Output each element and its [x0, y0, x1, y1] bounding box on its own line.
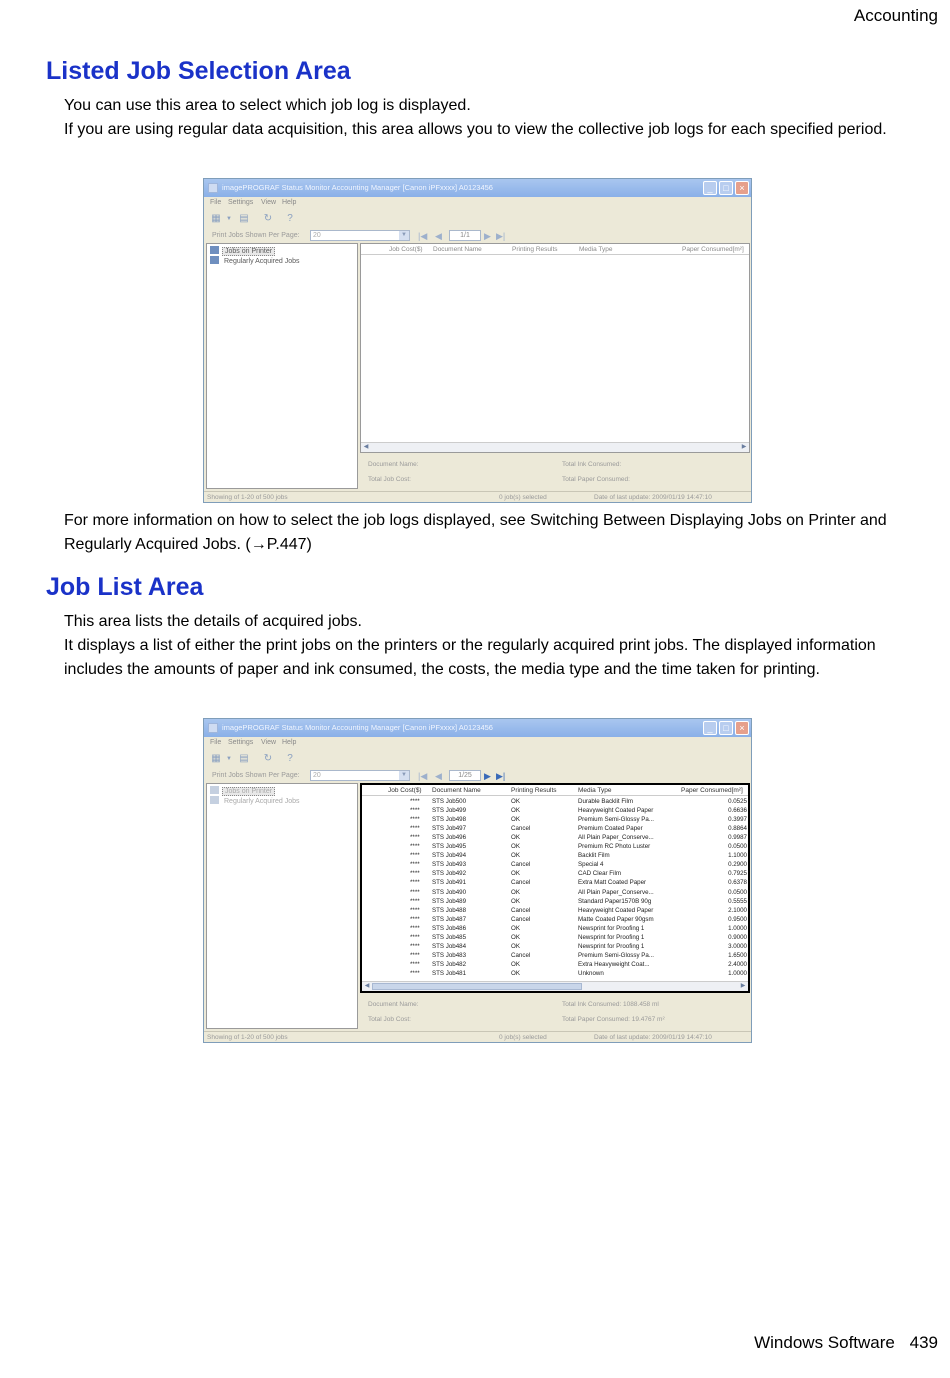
printing-result-cell: OK	[511, 852, 520, 860]
first-page-icon[interactable]: |◀	[418, 231, 428, 241]
document-name-cell: STS Job485	[432, 933, 467, 941]
menu-bar	[204, 737, 751, 749]
table-row[interactable]	[362, 861, 748, 870]
media-type-cell: Standard Paper1570B 90g	[578, 897, 652, 905]
col-job-cost[interactable]: Job Cost($)	[388, 787, 422, 794]
pager-bar	[204, 229, 751, 243]
table-row[interactable]	[362, 798, 748, 807]
table-row[interactable]	[362, 952, 748, 961]
status-showing: Showing of 1-20 of 500 jobs	[207, 1034, 288, 1041]
table-row[interactable]	[362, 943, 748, 952]
next-page-icon[interactable]: ▶	[484, 231, 491, 241]
col-document-name[interactable]: Document Name	[433, 246, 482, 253]
document-name-cell: STS Job497	[432, 825, 467, 833]
printing-result-cell: Cancel	[511, 825, 531, 833]
table-row[interactable]	[362, 807, 748, 816]
total-ink-label: Total Ink Consumed:	[562, 461, 622, 468]
col-media-type[interactable]: Media Type	[578, 787, 612, 794]
table-row[interactable]	[362, 879, 748, 888]
app-icon	[208, 183, 218, 193]
document-name-cell: STS Job500	[432, 798, 467, 805]
printer-icon	[210, 246, 219, 254]
media-type-cell: Premium Semi-Glossy Pa...	[578, 951, 654, 959]
paper-consumed-cell: 0.5555	[728, 897, 747, 905]
document-name-cell: STS Job499	[432, 807, 467, 815]
media-type-cell: CAD Clear Film	[578, 870, 621, 878]
paper-consumed-cell: 1.0000	[728, 969, 747, 977]
chevron-down-icon: ▼	[399, 231, 409, 240]
job-cost-cell: ****	[410, 807, 420, 815]
printing-result-cell: OK	[511, 960, 520, 968]
help-icon[interactable]: ?	[287, 753, 293, 764]
media-type-cell: Newsprint for Proofing 1	[578, 933, 645, 941]
last-page-icon[interactable]: ▶|	[496, 771, 506, 781]
refresh-icon[interactable]: ↻	[263, 213, 273, 224]
toolbar	[204, 209, 751, 229]
menu-view[interactable]: View	[261, 739, 277, 746]
table-row[interactable]	[362, 970, 748, 979]
table-row[interactable]	[362, 961, 748, 970]
printer-icon	[210, 796, 219, 804]
document-name-cell: STS Job492	[432, 870, 467, 878]
paper-consumed-cell: 0.7925	[728, 870, 747, 878]
paragraph: If you are using regular data acquisition, this area allows you to view the collective job logs for each specified period.	[64, 121, 887, 138]
col-job-cost[interactable]: Job Cost($)	[389, 246, 423, 253]
col-paper-consumed[interactable]: Paper Consumed[m²]	[682, 246, 744, 253]
paper-consumed-cell: 1.1000	[728, 852, 747, 860]
menu-settings[interactable]: Settings	[228, 739, 254, 746]
media-type-cell: Backlit Film	[578, 852, 610, 860]
media-type-cell: All Plain Paper_Conserve...	[578, 888, 654, 896]
media-type-cell: Heavyweight Coated Paper	[578, 906, 654, 914]
document-name-cell: STS Job487	[432, 915, 467, 923]
paper-consumed-cell: 1.6500	[728, 951, 747, 959]
table-row[interactable]	[362, 843, 748, 852]
document-name-label: Document Name:	[368, 1001, 419, 1008]
tree-item-jobs-on-printer[interactable]: Jobs on Printer	[210, 786, 275, 795]
job-cost-cell: ****	[410, 843, 420, 851]
document-name-cell: STS Job498	[432, 816, 467, 824]
paragraph: It displays a list of either the print jobs on the printers or the regularly acquired print jobs. The displayed information includes the amounts of paper and ink consumed, the costs, the media type and the time taken for printing.	[64, 637, 876, 678]
job-cost-cell: ****	[410, 906, 420, 914]
minimize-icon[interactable]: _	[703, 721, 717, 735]
screenshot-job-list-area	[203, 718, 752, 1043]
total-paper-label: Total Paper Consumed: 19.4767 m²	[562, 1016, 665, 1023]
document-name-cell: STS Job495	[432, 843, 467, 851]
prev-page-icon[interactable]: ◀	[435, 771, 442, 781]
chevron-down-icon[interactable]: ▼	[226, 756, 232, 762]
export-icon[interactable]: ▦	[211, 753, 221, 764]
document-name-cell: STS Job496	[432, 834, 467, 842]
window-titlebar	[204, 719, 751, 737]
scroll-thumb[interactable]	[372, 983, 582, 990]
jobs-per-page-select[interactable]: 20 ▼	[310, 230, 410, 241]
printing-result-cell: OK	[511, 969, 520, 977]
pager-bar	[204, 769, 751, 783]
media-type-cell: Matte Coated Paper 90gsm	[578, 915, 654, 923]
table-row[interactable]	[362, 816, 748, 825]
status-last-update: Date of last update: 2009/01/19 14:47:10	[594, 494, 712, 501]
printing-result-cell: OK	[511, 807, 520, 815]
job-tree-pane	[206, 243, 358, 489]
next-page-icon[interactable]: ▶	[484, 771, 491, 781]
paper-consumed-cell: 0.8864	[728, 825, 747, 833]
paper-consumed-cell: 0.0525	[728, 798, 747, 805]
last-page-icon[interactable]: ▶|	[496, 231, 506, 241]
chevron-left-icon: ◀	[363, 444, 369, 450]
section-title-job-list-area: Job List Area	[46, 573, 204, 601]
job-tree-pane	[206, 783, 358, 1029]
total-job-cost-label: Total Job Cost:	[368, 1016, 411, 1023]
job-cost-cell: ****	[410, 798, 420, 805]
printer-icon	[210, 786, 219, 794]
close-icon[interactable]: ×	[735, 181, 749, 195]
table-row[interactable]	[362, 889, 748, 898]
job-list	[360, 243, 750, 453]
job-list-header	[362, 785, 748, 796]
window-titlebar	[204, 179, 751, 197]
paper-consumed-cell: 1.0000	[728, 924, 747, 932]
media-type-cell: All Plain Paper_Conserve...	[578, 834, 654, 842]
printer-icon	[210, 256, 219, 264]
job-list	[360, 783, 750, 993]
media-type-cell: Extra Heavyweight Coat...	[578, 960, 650, 968]
job-cost-cell: ****	[410, 825, 420, 833]
minimize-icon[interactable]: _	[703, 181, 717, 195]
export-icon[interactable]: ▦	[211, 213, 221, 224]
table-row[interactable]	[362, 934, 748, 943]
total-job-cost-label: Total Job Cost:	[368, 476, 411, 483]
paragraph: This area lists the details of acquired jobs.	[64, 613, 362, 630]
menu-help[interactable]: Help	[282, 739, 297, 746]
media-type-cell: Special 4	[578, 861, 604, 869]
col-printing-results[interactable]: Printing Results	[511, 787, 557, 794]
job-details	[360, 455, 750, 489]
job-cost-cell: ****	[410, 852, 420, 860]
job-list-header	[361, 244, 749, 255]
job-cost-cell: ****	[410, 933, 420, 941]
table-row[interactable]	[362, 870, 748, 879]
maximize-icon[interactable]: □	[719, 181, 733, 195]
document-name-cell: STS Job481	[432, 969, 467, 977]
printing-result-cell: Cancel	[511, 861, 531, 869]
table-row[interactable]	[362, 825, 748, 834]
job-cost-cell: ****	[410, 816, 420, 824]
printing-result-cell: Cancel	[511, 879, 531, 887]
job-cost-cell: ****	[410, 960, 420, 968]
job-cost-cell: ****	[410, 834, 420, 842]
job-cost-cell: ****	[410, 924, 420, 932]
paper-consumed-cell: 0.3997	[728, 816, 747, 824]
job-cost-cell: ****	[410, 888, 420, 896]
col-media-type[interactable]: Media Type	[579, 246, 613, 253]
table-row[interactable]	[362, 898, 748, 907]
printing-result-cell: Cancel	[511, 951, 531, 959]
maximize-icon[interactable]: □	[719, 721, 733, 735]
jobs-per-page-label: Print Jobs Shown Per Page:	[212, 772, 300, 779]
paragraph: You can use this area to select which job log is displayed.	[64, 97, 471, 114]
printing-result-cell: OK	[511, 942, 520, 950]
paper-consumed-cell: 0.6636	[728, 807, 747, 815]
first-page-icon[interactable]: |◀	[418, 771, 428, 781]
document-name-label: Document Name:	[368, 461, 419, 468]
col-document-name[interactable]: Document Name	[432, 787, 481, 794]
paper-consumed-cell: 0.9500	[728, 915, 747, 923]
status-selected: 0 job(s) selected	[499, 494, 547, 501]
media-type-cell: Extra Matt Coated Paper	[578, 879, 647, 887]
table-row[interactable]	[362, 907, 748, 916]
media-type-cell: Premium Semi-Glossy Pa...	[578, 816, 654, 824]
media-type-cell: Newsprint for Proofing 1	[578, 942, 645, 950]
paragraph: For more information on how to select the job logs displayed, see Switching Between Displaying Jobs on Printer and Regularly Acquired Jobs. (→P.447)	[64, 512, 887, 553]
chevron-left-icon: ◀	[364, 983, 370, 989]
menu-settings[interactable]: Settings	[228, 199, 254, 206]
media-type-cell: Durable Backlit Film	[578, 798, 634, 805]
document-name-cell: STS Job482	[432, 960, 467, 968]
media-type-cell: Premium Coated Paper	[578, 825, 643, 833]
status-selected: 0 job(s) selected	[499, 1034, 547, 1041]
delete-icon[interactable]: ▤	[239, 753, 249, 764]
job-cost-cell: ****	[410, 951, 420, 959]
col-paper-consumed[interactable]: Paper Consumed[m²]	[681, 787, 743, 794]
printing-result-cell: Cancel	[511, 915, 531, 923]
paper-consumed-cell: 0.9000	[728, 933, 747, 941]
document-name-cell: STS Job488	[432, 906, 467, 914]
job-cost-cell: ****	[410, 969, 420, 977]
job-cost-cell: ****	[410, 897, 420, 905]
printing-result-cell: OK	[511, 924, 520, 932]
page-input[interactable]: 1/25	[449, 770, 481, 781]
media-type-cell: Newsprint for Proofing 1	[578, 924, 645, 932]
printing-result-cell: OK	[511, 843, 520, 851]
printing-result-cell: OK	[511, 870, 520, 878]
running-header: Accounting	[853, 6, 938, 25]
table-row[interactable]	[362, 916, 748, 925]
media-type-cell: Heavyweight Coated Paper	[578, 807, 654, 815]
refresh-icon[interactable]: ↻	[263, 753, 273, 764]
printing-result-cell: Cancel	[511, 906, 531, 914]
paper-consumed-cell: 0.2900	[728, 861, 747, 869]
tree-item-regularly-acquired[interactable]: Regularly Acquired Jobs	[210, 796, 302, 805]
status-showing: Showing of 1-20 of 500 jobs	[207, 494, 288, 501]
prev-page-icon[interactable]: ◀	[435, 231, 442, 241]
col-printing-results[interactable]: Printing Results	[512, 246, 558, 253]
job-cost-cell: ****	[410, 942, 420, 950]
printing-result-cell: OK	[511, 888, 520, 896]
document-name-cell: STS Job489	[432, 897, 467, 905]
document-name-cell: STS Job484	[432, 942, 467, 950]
status-last-update: Date of last update: 2009/01/19 14:47:10	[594, 1034, 712, 1041]
page-number: 439	[909, 1333, 938, 1352]
paper-consumed-cell: 3.0000	[728, 942, 747, 950]
printing-result-cell: OK	[511, 816, 520, 824]
delete-icon[interactable]: ▤	[239, 213, 249, 224]
media-type-cell: Unknown	[578, 969, 604, 977]
document-name-cell: STS Job483	[432, 951, 467, 959]
document-name-cell: STS Job486	[432, 924, 467, 932]
total-ink-label: Total Ink Consumed: 1088.458 ml	[562, 1001, 659, 1008]
close-icon[interactable]: ×	[735, 721, 749, 735]
horizontal-scrollbar[interactable]	[362, 981, 748, 991]
toolbar	[204, 749, 751, 769]
printing-result-cell: OK	[511, 834, 520, 842]
menu-file[interactable]: File	[210, 199, 222, 206]
paper-consumed-cell: 2.1000	[728, 906, 747, 914]
chevron-right-icon: ▶	[740, 983, 746, 989]
paper-consumed-cell: 0.6378	[728, 879, 747, 887]
table-row[interactable]	[362, 834, 748, 843]
status-bar	[204, 491, 751, 503]
job-cost-cell: ****	[410, 879, 420, 887]
menu-file[interactable]: File	[210, 739, 222, 746]
table-row[interactable]	[362, 852, 748, 861]
section-title-listed-job-selection: Listed Job Selection Area	[46, 57, 351, 85]
window-title: imagePROGRAF Status Monitor Accounting Manager [Canon iPFxxxx] A0123456	[222, 723, 493, 732]
printing-result-cell: OK	[511, 933, 520, 941]
screenshot-listed-job-selection	[203, 178, 752, 503]
paper-consumed-cell: 0.0500	[728, 888, 747, 896]
menu-view[interactable]: View	[261, 199, 277, 206]
job-details	[360, 995, 750, 1029]
footer-section: Windows Software	[754, 1333, 895, 1352]
printing-result-cell: OK	[511, 798, 520, 805]
tree-item-regularly-acquired[interactable]: Regularly Acquired Jobs	[210, 256, 302, 265]
window-title: imagePROGRAF Status Monitor Accounting Manager [Canon iPFxxxx] A0123456	[222, 183, 493, 192]
job-cost-cell: ****	[410, 870, 420, 878]
menu-bar	[204, 197, 751, 209]
chevron-right-icon: ▶	[741, 444, 747, 450]
job-cost-cell: ****	[410, 915, 420, 923]
horizontal-scrollbar[interactable]	[361, 442, 749, 452]
printing-result-cell: OK	[511, 897, 520, 905]
job-cost-cell: ****	[410, 861, 420, 869]
help-icon[interactable]: ?	[287, 213, 293, 224]
total-paper-label: Total Paper Consumed:	[562, 476, 630, 483]
table-row[interactable]	[362, 925, 748, 934]
document-name-cell: STS Job493	[432, 861, 467, 869]
chevron-down-icon[interactable]: ▼	[226, 216, 232, 222]
menu-help[interactable]: Help	[282, 199, 297, 206]
media-type-cell: Premium RC Photo Luster	[578, 843, 651, 851]
tree-item-jobs-on-printer[interactable]: Jobs on Printer	[210, 246, 275, 255]
app-icon	[208, 723, 218, 733]
jobs-per-page-select[interactable]: 20 ▼	[310, 770, 410, 781]
paper-consumed-cell: 0.0500	[728, 843, 747, 851]
paper-consumed-cell: 2.4000	[728, 960, 747, 968]
page-footer	[744, 1333, 938, 1353]
document-name-cell: STS Job490	[432, 888, 467, 896]
chevron-down-icon: ▼	[399, 771, 409, 780]
document-name-cell: STS Job494	[432, 852, 467, 860]
document-name-cell: STS Job491	[432, 879, 467, 887]
status-bar	[204, 1031, 751, 1043]
jobs-per-page-label: Print Jobs Shown Per Page:	[212, 232, 300, 239]
page-input[interactable]: 1/1	[449, 230, 481, 241]
paper-consumed-cell: 0.9987	[728, 834, 747, 842]
